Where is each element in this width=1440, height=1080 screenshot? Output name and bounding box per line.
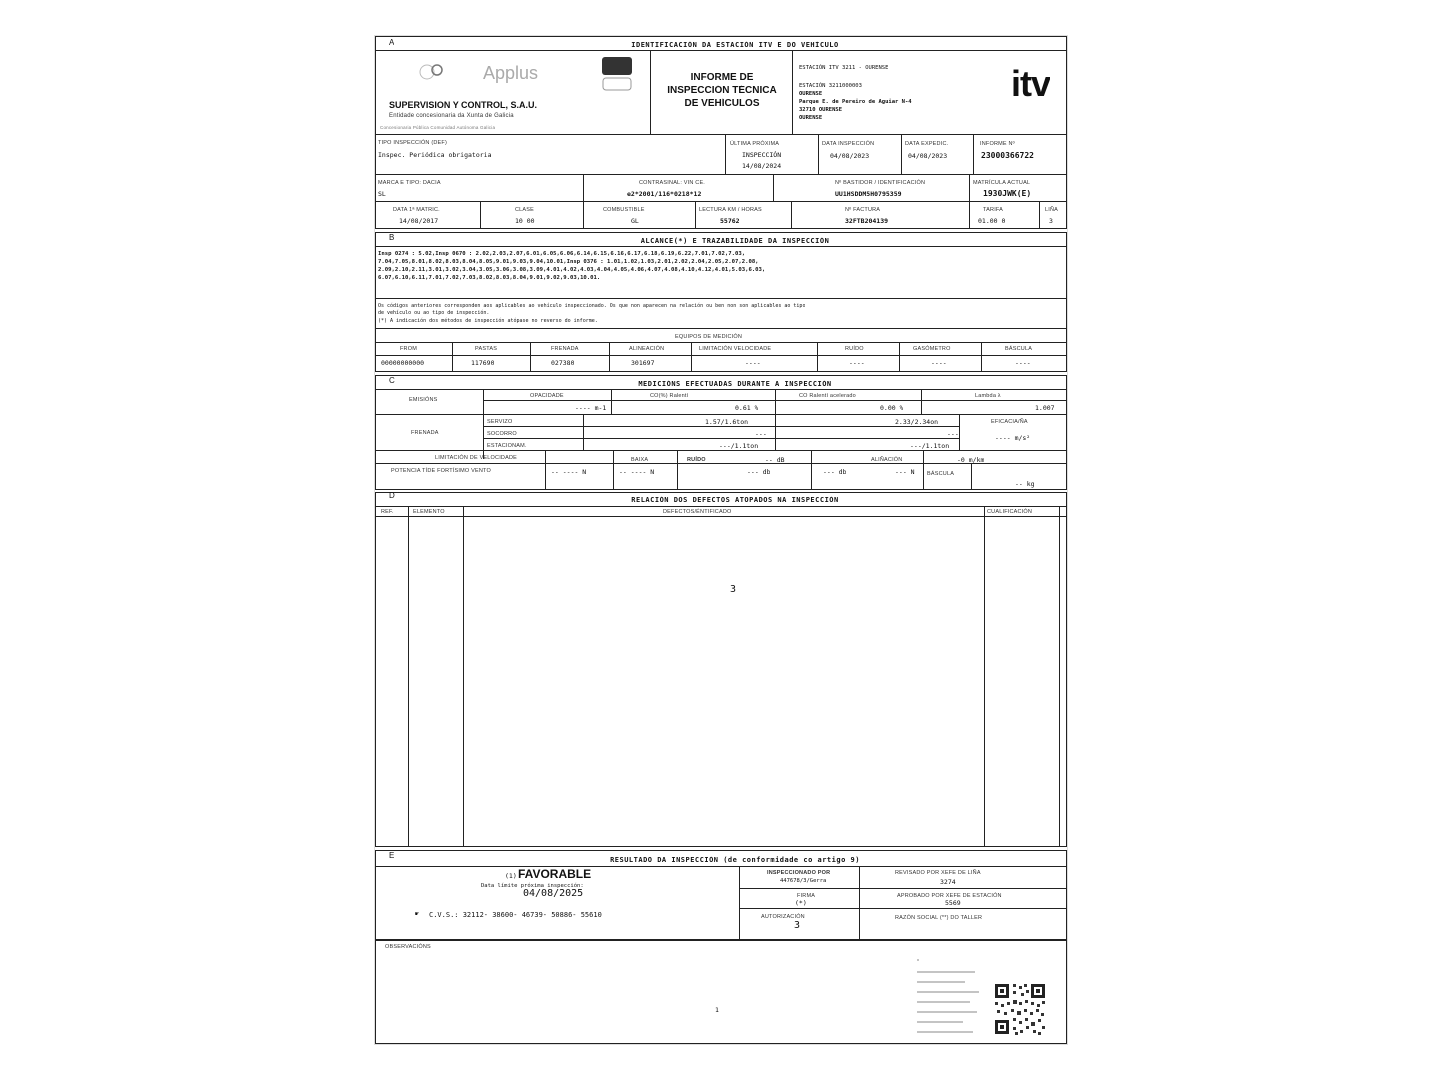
ultima-date: 14/08/2024	[742, 162, 782, 170]
inspector-value: 447678/3/Gerra	[780, 878, 827, 884]
section-b-title: ALCANCE(*) E TRAZABILIDADE DA INSPECCIÓN	[640, 237, 830, 245]
autorizacion-label: AUTORIZACIÓN	[761, 914, 805, 920]
emisions-label: EMISIÓNS	[409, 397, 438, 403]
defects-mark: 3	[730, 584, 737, 595]
firma-label: FIRMA	[797, 893, 816, 899]
bastidor-value: UU1HSDDM5H0795359	[835, 190, 902, 198]
section-c-letter: C	[389, 377, 395, 385]
socorro-label: SOCORRO	[487, 431, 517, 437]
limitacion-label: LIMITACIÓN DE VELOCIDADE	[435, 455, 518, 461]
company-small-print: Concesionaria Pública Comunidad Autónoma Galicia	[380, 125, 496, 130]
aprobado-label: APROBADO POR XEFE DE ESTACIÓN	[897, 893, 1002, 899]
stamp-text-lines	[915, 956, 985, 1036]
servizo-label: SERVIZO	[487, 419, 513, 425]
data-matric-value: 14/08/2017	[399, 217, 439, 225]
company-name: SUPERVISION Y CONTROL, S.A.U.	[389, 100, 538, 110]
socorro-value-1: ---	[755, 430, 767, 438]
equip-header-pastas: PASTAS	[475, 346, 498, 352]
ultima-label: ÚLTIMA PRÓXIMA	[730, 141, 780, 147]
lectura-label: LECTURA KM / HORAS	[699, 207, 762, 213]
equip-header-ruido: RUÍDO	[845, 346, 864, 352]
equip-value-bascula: ----	[1015, 359, 1031, 367]
inspector-label: INSPECCIONADO POR	[767, 870, 831, 876]
tipo-inspeccion-label: TIPO INSPECCIÓN (DEF)	[378, 140, 447, 146]
contrasinal-label: CONTRASINAL: VIN CE.	[639, 180, 706, 186]
ruido-label: RUÍDO	[687, 457, 706, 463]
informe-label: INFORME Nº	[980, 141, 1015, 147]
equipos-title: EQUIPOS DE MEDICIÓN	[675, 334, 743, 340]
section-d-title: RELACIÓN DOS DEFECTOS ATOPADOS NA INSPECCIÓN	[631, 496, 839, 504]
section-c-title: MEDICIÓNS EFECTUADAS DURANTE A INSPECCIÓN	[638, 380, 832, 388]
estacionam-value-1: ---/1.1ton	[719, 442, 759, 450]
galicia-logo-icon	[415, 62, 443, 82]
section-d-frame	[375, 492, 1067, 847]
station-line4: Parque E. de Pereiro de Aguiar N-4	[799, 99, 912, 105]
alcance-line-2: 7.04,7.05,8.01,8.02,8.03,8.04,8.05,9.01,9.03,9.04,10.01,Insp 0376 : 1.01,1.02,1.03,2.01,2.02,2.04,2.05,2.07,2.08,	[378, 259, 759, 265]
bascula-value: -- kg	[1015, 480, 1035, 488]
opacidade-label: OPACIDADE	[530, 393, 564, 399]
lina-value: 3	[1049, 217, 1053, 225]
report-title-line2: INSPECCIÓN TÉCNICA	[667, 85, 777, 96]
servizo-value-2: 2.33/2.34on	[895, 418, 939, 426]
page-mark: 1	[715, 1006, 719, 1014]
co-alt-label: CO Ralentí acelerado	[799, 393, 856, 399]
result-favorable: FAVORABLE	[518, 867, 592, 881]
limit-value-3: --- N	[895, 468, 915, 476]
informe-value: 23000366722	[981, 152, 1034, 160]
eficacia-label: EFICACIA/ÑA	[991, 419, 1028, 425]
revisado-label: REVISADO POR XEFE DE LIÑA	[895, 870, 981, 876]
station-code: ESTACIÓN ITV 3211 - OURENSE	[799, 65, 889, 71]
limit-value-1: -- ---- N	[551, 468, 587, 476]
defects-col-ref: REF.	[381, 509, 394, 515]
defects-col-defectos: DEFECTOS/ÉNTIFICADO	[663, 509, 732, 515]
equip-value-gasometro: ----	[931, 359, 947, 367]
section-b-letter: B	[389, 234, 395, 242]
ruido-sub: -- dB	[765, 456, 785, 464]
lina-label: LIÑA	[1045, 207, 1059, 213]
alcance-note-2: de vehículo ou ao tipo de inspección.	[378, 310, 490, 316]
equip-header-gasometro: GASÓMETRO	[913, 346, 951, 352]
matricula-label: MATRÍCULA ACTUAL	[973, 180, 1031, 186]
result-subtitle: Data límite próxima inspección:	[481, 883, 584, 889]
co-alt-value: 0.00 %	[880, 404, 904, 412]
combustible-value: GL	[631, 217, 639, 225]
firma-value: (*)	[795, 899, 807, 907]
alcance-line-3: 2.09,2.10,2.11,3.01,3.02,3.04,3.05,3.06,3.08,3.09,4.01,4.02,4.03,4.04,4.05,4.06,4.07,4.08,4.10,4.12,4.01,5.03,6.03,	[378, 267, 766, 273]
limit-value-2: -- ---- N	[619, 468, 655, 476]
potencia-label: POTENCIA TÍDE FORTÍSIMO VENTO	[391, 468, 491, 474]
alinacion-label: ALIÑACIÓN	[871, 457, 903, 463]
socorro-value-2: ---	[947, 430, 959, 438]
combustible-label: COMBUSTIBLE	[603, 207, 645, 213]
clase-label: CLASE	[515, 207, 535, 213]
alcance-line-1: Insp 0274 : 5.02,Insp 0670 : 2.02,2.03,2.07,6.01,6.05,6.06,6.14,6.15,6.16,6.17,6.18,6.19,6.22,7.01,7.02,7.03,	[378, 251, 746, 257]
equip-header-bascula: BÁSCULA	[1005, 346, 1033, 352]
alcance-note-1: Os códigos anteriores corresponden aos aplicables ao vehículo inspeccionado. Os que non aparecen na relación ou ben non son aplicables ao tipo	[378, 303, 806, 309]
station-line2: ESTACIÓN 3211000003	[799, 83, 862, 89]
cvs-marker: ☛	[415, 910, 419, 918]
lambda-label: Lambda λ	[975, 393, 1001, 399]
section-d-letter: D	[389, 492, 395, 500]
clase-value: 10 00	[515, 217, 535, 225]
observations-label: OBSERVACIÓNS	[385, 944, 431, 950]
company-subtitle: Entidade concesionaria da Xunta de Galicia	[389, 113, 514, 119]
marca-value: SL	[378, 190, 386, 198]
equip-value-alineacion: 301697	[631, 359, 655, 367]
lectura-value: 55762	[720, 217, 740, 225]
ruido-value-1: --- db	[747, 468, 771, 476]
ultima-value: INSPECCIÓN	[742, 151, 782, 159]
inspection-report-page	[375, 36, 1067, 1044]
report-title-line1: INFORME DE	[690, 72, 754, 83]
data-matric-label: DATA 1ª MATRIC.	[393, 207, 440, 213]
enac-seal-icon	[601, 56, 633, 94]
data-expedicion-label: DATA EXPEDIC.	[905, 141, 949, 147]
equip-value-limitacion: ----	[745, 359, 761, 367]
equip-value-ruido: ----	[849, 359, 865, 367]
result-prefix: (1)	[505, 872, 517, 880]
eficacia-value: ---- m/s²	[995, 434, 1031, 442]
equip-header-frenada: FRENADA	[551, 346, 579, 352]
station-line6: OURENSE	[799, 115, 823, 121]
opacidade-value: ---- m-1	[575, 404, 607, 412]
equip-value-from: 00000000000	[381, 359, 425, 367]
alinacion-value: -0 m/km	[957, 456, 985, 464]
equip-header-alineacion: ALINEACIÓN	[629, 346, 665, 352]
equip-value-frenada: 027380	[551, 359, 575, 367]
revisado-value: 3274	[940, 878, 956, 886]
aprobado-value: 5569	[945, 899, 961, 907]
section-a-title: IDENTIFICACIÓN DA ESTACIÓN ITV E DO VEHÍCULO	[631, 41, 839, 49]
qr-code-icon	[993, 982, 1047, 1036]
section-e-letter: E	[389, 852, 395, 860]
next-inspection-date: 04/08/2025	[523, 888, 584, 899]
alcance-note-3: (*) A indicación dos métodos de inspección atópase no reverso do informe.	[378, 318, 598, 324]
bastidor-label: Nº BASTIDOR / IDENTIFICACIÓN	[835, 180, 926, 186]
baixa-label: BAIXA	[631, 457, 649, 463]
estacionam-value-2: ---/1.1ton	[910, 442, 950, 450]
defects-col-cualificacion: CUALIFICACIÓN	[987, 509, 1033, 515]
station-line3: OURENSE	[799, 91, 823, 97]
alcance-line-4: 6.07,6.10,6.11,7.01,7.02,7.03,8.02,8.03,8.04,9.01,9.02,9.03,10.01.	[378, 275, 601, 281]
equip-header-limitacion: LIMITACIÓN VELOCIDADE	[699, 346, 772, 352]
autorizacion-value: 3	[794, 920, 801, 931]
servizo-value-1: 1.57/1.6ton	[705, 418, 749, 426]
data-inspeccion-value: 04/08/2023	[830, 152, 870, 160]
data-inspeccion-label: DATA INSPECCIÓN	[822, 141, 875, 147]
defects-col-elemento: ELEMENTO	[413, 509, 445, 515]
co-value: 0.61 %	[735, 404, 759, 412]
applus-logo: Applus	[483, 63, 539, 83]
estacionam-label: ESTACIONAM.	[487, 443, 527, 449]
contrasinal-value: e2*2001/116*0218*12	[627, 190, 702, 198]
ruido-value-2: --- db	[823, 468, 847, 476]
frenada-label: FRENADA	[411, 430, 439, 436]
razon-social-label: RAZÓN SOCIAL (**) DO TALLER	[895, 915, 983, 921]
report-title-line3: DE VEHÍCULOS	[684, 98, 760, 109]
co-label: CO(%) Ralentí	[650, 393, 689, 399]
tipo-inspeccion-value: Inspec. Periódica obrigatoria	[378, 151, 492, 159]
marca-label: MARCA E TIPO: DACIA	[378, 180, 441, 186]
matricula-value: 1930JWK(E)	[983, 190, 1032, 198]
data-expedicion-value: 04/08/2023	[908, 152, 948, 160]
itv-logo: itv	[1011, 64, 1051, 104]
cvs-line: C.V.S.: 32112- 38600- 46739- 50886- 55610	[429, 911, 602, 919]
station-line5: 32710 OURENSE	[799, 107, 843, 113]
equip-header-from: FROM	[400, 346, 417, 352]
lambda-value: 1.007	[1035, 404, 1055, 412]
tarifa-value: 01.00 0	[978, 217, 1006, 225]
section-a-letter: A	[389, 39, 395, 47]
section-e-title: RESULTADO DA INSPECCIÓN (de conformidade co artigo 9)	[610, 856, 860, 864]
tarifa-label: TARIFA	[983, 207, 1004, 213]
bascula-label: BÁSCULA	[927, 471, 955, 477]
nfactura-value: 32FTB204139	[845, 217, 889, 225]
equip-value-pastas: 117690	[471, 359, 495, 367]
nfactura-label: Nº FACTURA	[845, 207, 881, 213]
